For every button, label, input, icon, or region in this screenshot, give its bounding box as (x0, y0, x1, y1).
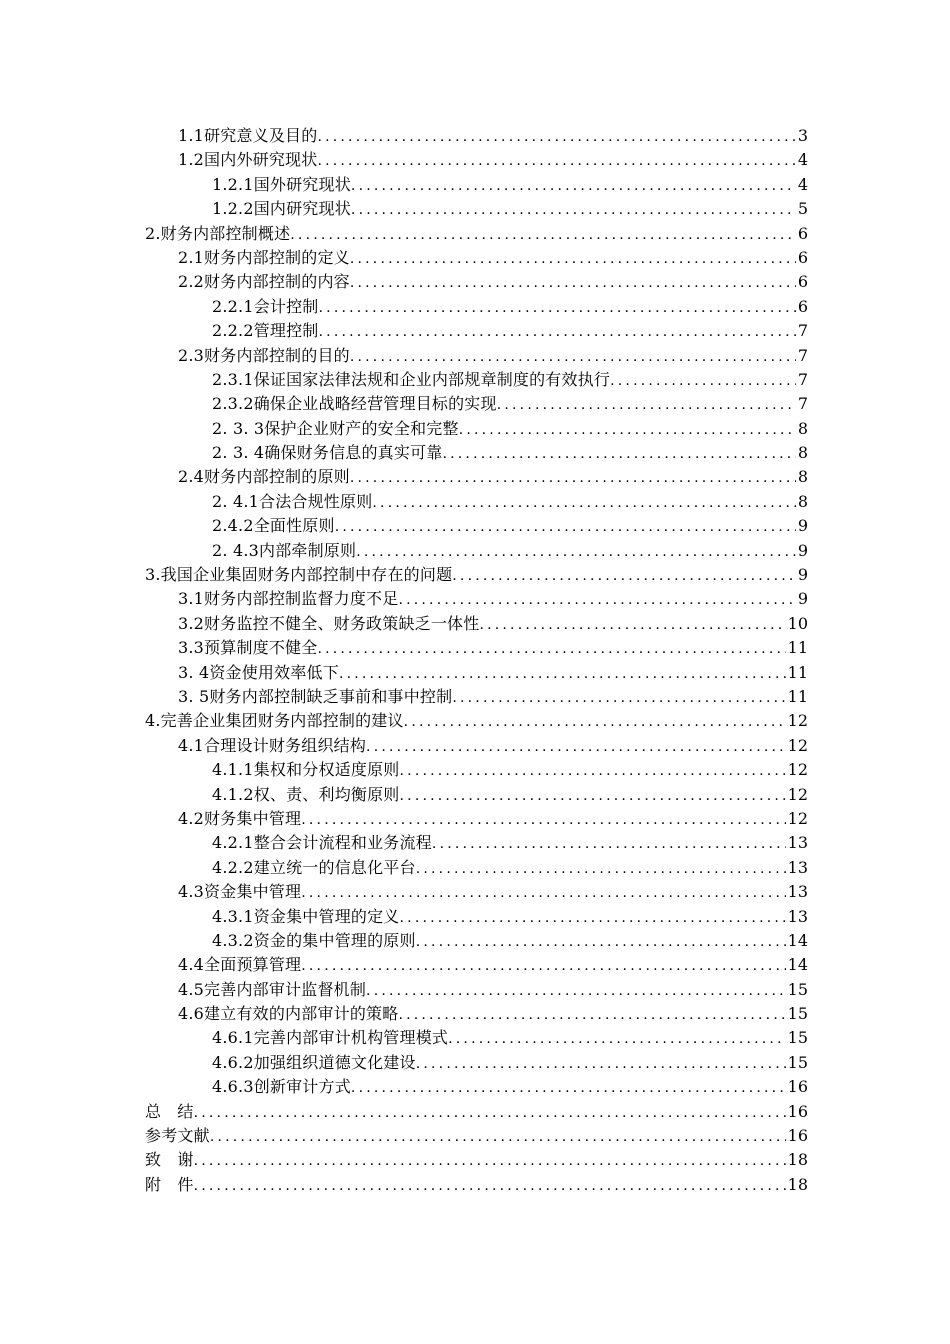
toc-entry-label: 4.完善企业集团财务内部控制的建议 (145, 711, 404, 731)
toc-entry[interactable] (145, 222, 808, 246)
toc-entry[interactable] (145, 270, 808, 294)
toc-dot-leader (335, 515, 796, 539)
toc-dot-leader (301, 881, 785, 905)
toc-entry-page-number: 7 (797, 321, 808, 341)
toc-entry-page-number: 7 (797, 345, 808, 365)
toc-entry-label: 1.1研究意义及目的 (178, 126, 318, 145)
toc-entry-page-number: 12 (787, 760, 808, 780)
toc-entry[interactable] (145, 953, 808, 977)
toc-entry-page-number: 3 (797, 126, 808, 145)
toc-entry-label: 1.2.2国内研究现状 (212, 199, 351, 219)
toc-entry[interactable] (145, 831, 808, 855)
toc-entry[interactable] (145, 758, 808, 782)
toc-entry-label: 4.4全面预算管理 (178, 955, 302, 975)
toc-entry-page-number: 6 (797, 223, 808, 243)
toc-entry[interactable] (145, 1075, 808, 1099)
toc-entry-page-number: 9 (797, 540, 808, 560)
toc-entry[interactable] (145, 1026, 808, 1050)
toc-entry[interactable] (145, 124, 808, 148)
toc-entry[interactable] (145, 1100, 808, 1124)
toc-entry-page-number: 16 (787, 1126, 808, 1146)
toc-entry-label: 2.2.1会计控制 (212, 296, 319, 316)
toc-entry-page-number: 6 (797, 272, 808, 292)
toc-entry-label: 2. 3. 4确保财务信息的真实可靠 (212, 443, 443, 463)
toc-dot-leader (398, 1003, 785, 1027)
toc-entry[interactable] (145, 490, 808, 514)
toc-dot-leader (351, 1076, 786, 1100)
toc-entry-page-number: 10 (787, 613, 808, 633)
toc-entry-label: 2.4.2全面性原则 (212, 516, 335, 536)
toc-dot-leader (404, 710, 786, 734)
toc-entry[interactable] (145, 1002, 808, 1026)
toc-entry-label: 1.2国内外研究现状 (178, 150, 318, 170)
toc-entry-page-number: 18 (787, 1174, 808, 1194)
toc-dot-leader (339, 662, 786, 686)
toc-entry-page-number: 9 (797, 565, 808, 585)
toc-dot-leader (350, 271, 796, 295)
toc-entry-page-number: 15 (787, 1028, 808, 1048)
toc-entry-page-number: 8 (797, 418, 808, 438)
toc-entry[interactable] (145, 783, 808, 807)
toc-entry-label: 附 件 (145, 1174, 194, 1194)
toc-entry[interactable] (145, 344, 808, 368)
toc-entry-label: 4.6建立有效的内部审计的策略 (178, 1004, 399, 1024)
toc-entry-page-number: 15 (787, 1004, 808, 1024)
toc-entry[interactable] (145, 905, 808, 929)
toc-dot-leader (194, 1174, 786, 1198)
toc-entry-page-number: 4 (797, 174, 808, 194)
toc-entry-label: 1.2.1国外研究现状 (212, 174, 351, 194)
toc-entry-label: 4.5完善内部审计监督机制 (178, 979, 367, 999)
toc-dot-leader (416, 930, 786, 954)
toc-entry[interactable] (145, 441, 808, 465)
toc-entry-page-number: 11 (787, 638, 808, 658)
toc-dot-leader (351, 174, 796, 198)
toc-entry-label: 2. 3. 3保护企业财产的安全和完整 (212, 418, 459, 438)
toc-entry-label: 4.6.1完善内部审计机构管理模式 (212, 1028, 449, 1048)
toc-entry[interactable] (145, 148, 808, 172)
toc-dot-leader (194, 1149, 786, 1173)
toc-entry[interactable] (145, 880, 808, 904)
toc-entry-label: 4.3.2资金的集中管理的原则 (212, 930, 416, 950)
toc-entry-page-number: 8 (797, 443, 808, 463)
toc-entry-page-number: 14 (787, 955, 808, 975)
toc-entry-label: 4.6.2加强组织道德文化建设 (212, 1052, 416, 1072)
toc-entry-label: 2.3.1保证国家法律法规和企业内部规章制度的有效执行 (212, 369, 611, 389)
toc-entry-label: 4.6.3创新审计方式 (212, 1077, 351, 1097)
toc-entry-label: 2.2财务内部控制的内容 (178, 272, 350, 292)
toc-dot-leader (210, 1125, 786, 1149)
toc-entry-page-number: 18 (787, 1150, 808, 1170)
toc-entry-label: 3.我国企业集固财务内部控制中存在的问题 (145, 565, 453, 585)
toc-entry-page-number: 6 (797, 247, 808, 267)
toc-entry-page-number: 8 (797, 491, 808, 511)
toc-entry-label: 4.2财务集中管理 (178, 808, 302, 828)
toc-entry-page-number: 6 (797, 296, 808, 316)
toc-entry-label: 4.1.2权、责、利均衡原则 (212, 784, 400, 804)
toc-entry-page-number: 11 (787, 686, 808, 706)
toc-dot-leader (400, 784, 786, 808)
toc-entry-label: 3.1财务内部控制监督力度不足 (178, 589, 399, 609)
toc-entry[interactable] (145, 856, 808, 880)
toc-entry-page-number: 8 (797, 467, 808, 487)
toc-dot-leader (398, 588, 795, 612)
toc-entry-page-number: 12 (787, 784, 808, 804)
toc-dot-leader (317, 637, 785, 661)
toc-entry[interactable] (145, 734, 808, 758)
toc-dot-leader (497, 393, 796, 417)
toc-entry[interactable] (145, 1051, 808, 1075)
toc-entry[interactable] (145, 539, 808, 563)
toc-entry-page-number: 16 (787, 1101, 808, 1121)
toc-dot-leader (351, 198, 796, 222)
toc-dot-leader (416, 1052, 786, 1076)
toc-dot-leader (432, 832, 786, 856)
toc-dot-leader (442, 442, 795, 466)
toc-dot-leader (452, 564, 796, 588)
toc-entry[interactable] (145, 978, 808, 1002)
toc-entry-label: 2.2.2管理控制 (212, 321, 319, 341)
toc-dot-leader (319, 296, 796, 320)
toc-dot-leader (452, 686, 785, 710)
toc-entry-label: 致 谢 (145, 1150, 194, 1170)
toc-entry[interactable] (145, 661, 808, 685)
toc-entry[interactable] (145, 392, 808, 416)
toc-entry[interactable] (145, 417, 808, 441)
toc-entry-label: 2.4财务内部控制的原则 (178, 467, 350, 487)
toc-entry-label: 3. 5财务内部控制缺乏事前和事中控制 (178, 686, 453, 706)
toc-dot-leader (350, 466, 796, 490)
toc-dot-leader (317, 149, 795, 173)
toc-entry-label: 2. 4.1合法合规性原则 (212, 491, 373, 511)
toc-entry-page-number: 14 (787, 930, 808, 950)
toc-entry-label: 2.3.2确保企业战略经营管理目标的实现 (212, 394, 497, 414)
toc-entry-label: 参考文献 (145, 1126, 210, 1146)
toc-entry-page-number: 15 (787, 1052, 808, 1072)
toc-entry-page-number: 13 (787, 882, 808, 902)
toc-entry[interactable] (145, 197, 808, 221)
toc-dot-leader (366, 735, 786, 759)
toc-entry-label: 3. 4资金使用效率低下 (178, 662, 339, 682)
toc-dot-leader (448, 1027, 786, 1051)
toc-entry-label: 2. 4.3内部牵制原则 (212, 540, 357, 560)
toc-dot-leader (350, 345, 796, 369)
toc-entry-page-number: 5 (797, 199, 808, 219)
toc-dot-leader (416, 857, 786, 881)
toc-entry[interactable] (145, 636, 808, 660)
toc-entry-page-number: 15 (787, 979, 808, 999)
toc-entry[interactable] (145, 1173, 808, 1197)
toc-entry[interactable] (145, 368, 808, 392)
toc-entry[interactable] (145, 1124, 808, 1148)
toc-entry-page-number: 7 (797, 394, 808, 414)
toc-entry[interactable] (145, 295, 808, 319)
toc-dot-leader (400, 906, 786, 930)
toc-entry-label: 2.1财务内部控制的定义 (178, 247, 350, 267)
toc-entry-label: 4.3.1资金集中管理的定义 (212, 906, 400, 926)
toc-entry[interactable] (145, 1148, 808, 1172)
toc-dot-leader (610, 369, 796, 393)
toc-entry-label: 2.财务内部控制概述 (145, 223, 291, 243)
toc-entry-label: 4.1合理设计财务组织结构 (178, 735, 367, 755)
toc-dot-leader (194, 1101, 786, 1125)
toc-entry[interactable] (145, 319, 808, 343)
toc-dot-leader (479, 613, 785, 637)
toc-entry[interactable] (145, 465, 808, 489)
toc-entry-page-number: 9 (797, 589, 808, 609)
toc-dot-leader (356, 540, 796, 564)
toc-dot-leader (301, 808, 785, 832)
toc-entry-page-number: 4 (797, 150, 808, 170)
toc-entry-page-number: 13 (787, 833, 808, 853)
toc-entry-label: 4.1.1集权和分权适度原则 (212, 760, 400, 780)
toc-dot-leader (366, 979, 786, 1003)
toc-dot-leader (400, 759, 786, 783)
toc-dot-leader (317, 125, 795, 149)
toc-entry-page-number: 13 (787, 857, 808, 877)
toc-entry[interactable] (145, 709, 808, 733)
toc-dot-leader (319, 320, 796, 344)
toc-entry[interactable] (145, 587, 808, 611)
toc-entry-page-number: 11 (787, 662, 808, 682)
toc-entry-page-number: 9 (797, 516, 808, 536)
toc-entry-page-number: 12 (787, 711, 808, 731)
toc-entry-page-number: 16 (787, 1077, 808, 1097)
table-of-contents (145, 124, 808, 1197)
toc-entry-label: 4.2.1整合会计流程和业务流程 (212, 833, 432, 853)
toc-dot-leader (290, 223, 796, 247)
toc-dot-leader (350, 247, 796, 271)
toc-entry[interactable] (145, 246, 808, 270)
toc-entry[interactable] (145, 612, 808, 636)
toc-entry[interactable] (145, 685, 808, 709)
toc-dot-leader (459, 418, 796, 442)
toc-dot-leader (301, 954, 785, 978)
toc-entry[interactable] (145, 514, 808, 538)
toc-entry-label: 2.3财务内部控制的目的 (178, 345, 350, 365)
toc-entry-page-number: 12 (787, 808, 808, 828)
toc-entry-page-number: 7 (797, 369, 808, 389)
toc-entry-label: 3.2财务监控不健全、财务政策缺乏一体性 (178, 613, 480, 633)
toc-entry[interactable] (145, 929, 808, 953)
toc-entry[interactable] (145, 563, 808, 587)
toc-entry-page-number: 12 (787, 735, 808, 755)
toc-entry[interactable] (145, 807, 808, 831)
toc-entry[interactable] (145, 173, 808, 197)
toc-entry-label: 总 结 (145, 1101, 194, 1121)
toc-entry-label: 3.3预算制度不健全 (178, 638, 318, 658)
toc-dot-leader (372, 491, 795, 515)
toc-entry-label: 4.2.2建立统一的信息化平台 (212, 857, 416, 877)
toc-entry-label: 4.3资金集中管理 (178, 882, 302, 902)
toc-entry-page-number: 13 (787, 906, 808, 926)
